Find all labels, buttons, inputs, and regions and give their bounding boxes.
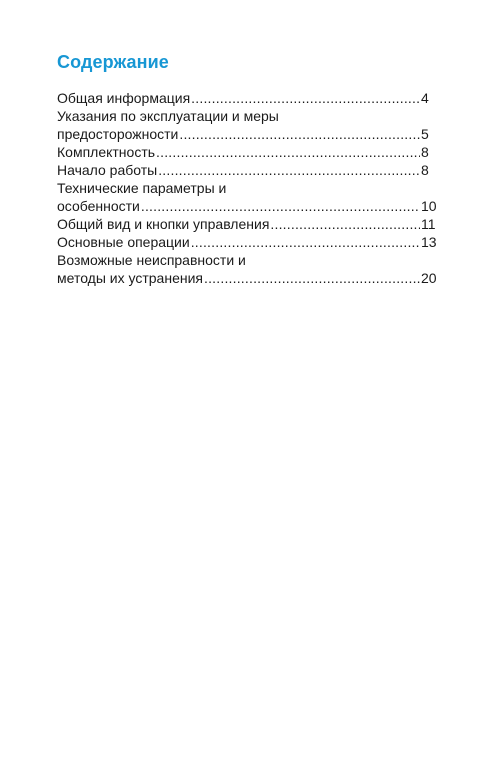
toc-entry-text: Указания по эксплуатации и меры bbox=[57, 108, 279, 124]
toc-entry-package-contents bbox=[57, 143, 439, 161]
toc-line bbox=[57, 269, 439, 287]
toc-line bbox=[57, 251, 439, 269]
dot-leader bbox=[141, 197, 420, 215]
toc-entry-text: Возможные неисправности и bbox=[57, 252, 246, 268]
toc-page-number: 8 bbox=[421, 162, 429, 178]
toc-entry-text: особенности bbox=[57, 198, 140, 214]
toc-line bbox=[57, 197, 439, 215]
toc-line bbox=[57, 179, 439, 197]
toc-entry-general-info bbox=[57, 89, 439, 107]
dot-leader bbox=[204, 269, 420, 287]
toc-entry-text: Общий вид и кнопки управления bbox=[57, 216, 270, 232]
toc-line bbox=[57, 143, 439, 161]
toc-page-number: 4 bbox=[421, 90, 429, 106]
toc-page-number: 20 bbox=[421, 270, 437, 286]
toc-entry-text: Основные операции bbox=[57, 234, 190, 250]
toc-line bbox=[57, 107, 439, 125]
toc-entry-basic-operations bbox=[57, 233, 439, 251]
toc-entry-overview-controls bbox=[57, 215, 439, 233]
toc-page-number: 13 bbox=[421, 234, 437, 250]
dot-leader bbox=[156, 143, 420, 161]
toc-entry-text: методы их устранения bbox=[57, 270, 203, 286]
toc-entry-text: Общая информация bbox=[57, 90, 191, 106]
toc-entry-safety-instructions bbox=[57, 107, 439, 143]
table-of-contents bbox=[57, 89, 439, 287]
dot-leader bbox=[158, 161, 420, 179]
toc-entry-text: предосторожности bbox=[57, 126, 179, 142]
toc-line bbox=[57, 89, 439, 107]
toc-entry-specifications bbox=[57, 179, 439, 215]
toc-line bbox=[57, 215, 439, 233]
toc-entry-troubleshooting bbox=[57, 251, 439, 287]
toc-entry-text: Комплектность bbox=[57, 144, 156, 160]
toc-page-number: 11 bbox=[421, 216, 436, 232]
toc-entry-text: Начало работы bbox=[57, 162, 158, 178]
dot-leader bbox=[191, 89, 420, 107]
dot-leader bbox=[179, 125, 420, 143]
toc-page-number: 10 bbox=[421, 198, 437, 214]
toc-entry-getting-started bbox=[57, 161, 439, 179]
toc-entry-text: Технические параметры и bbox=[57, 180, 227, 196]
toc-page-number: 8 bbox=[421, 144, 429, 160]
toc-line bbox=[57, 233, 439, 251]
toc-line bbox=[57, 125, 439, 143]
dot-leader bbox=[270, 215, 420, 233]
dot-leader bbox=[191, 233, 420, 251]
toc-line bbox=[57, 161, 439, 179]
contents-title: Содержание bbox=[57, 52, 169, 72]
toc-page-number: 5 bbox=[421, 126, 429, 142]
